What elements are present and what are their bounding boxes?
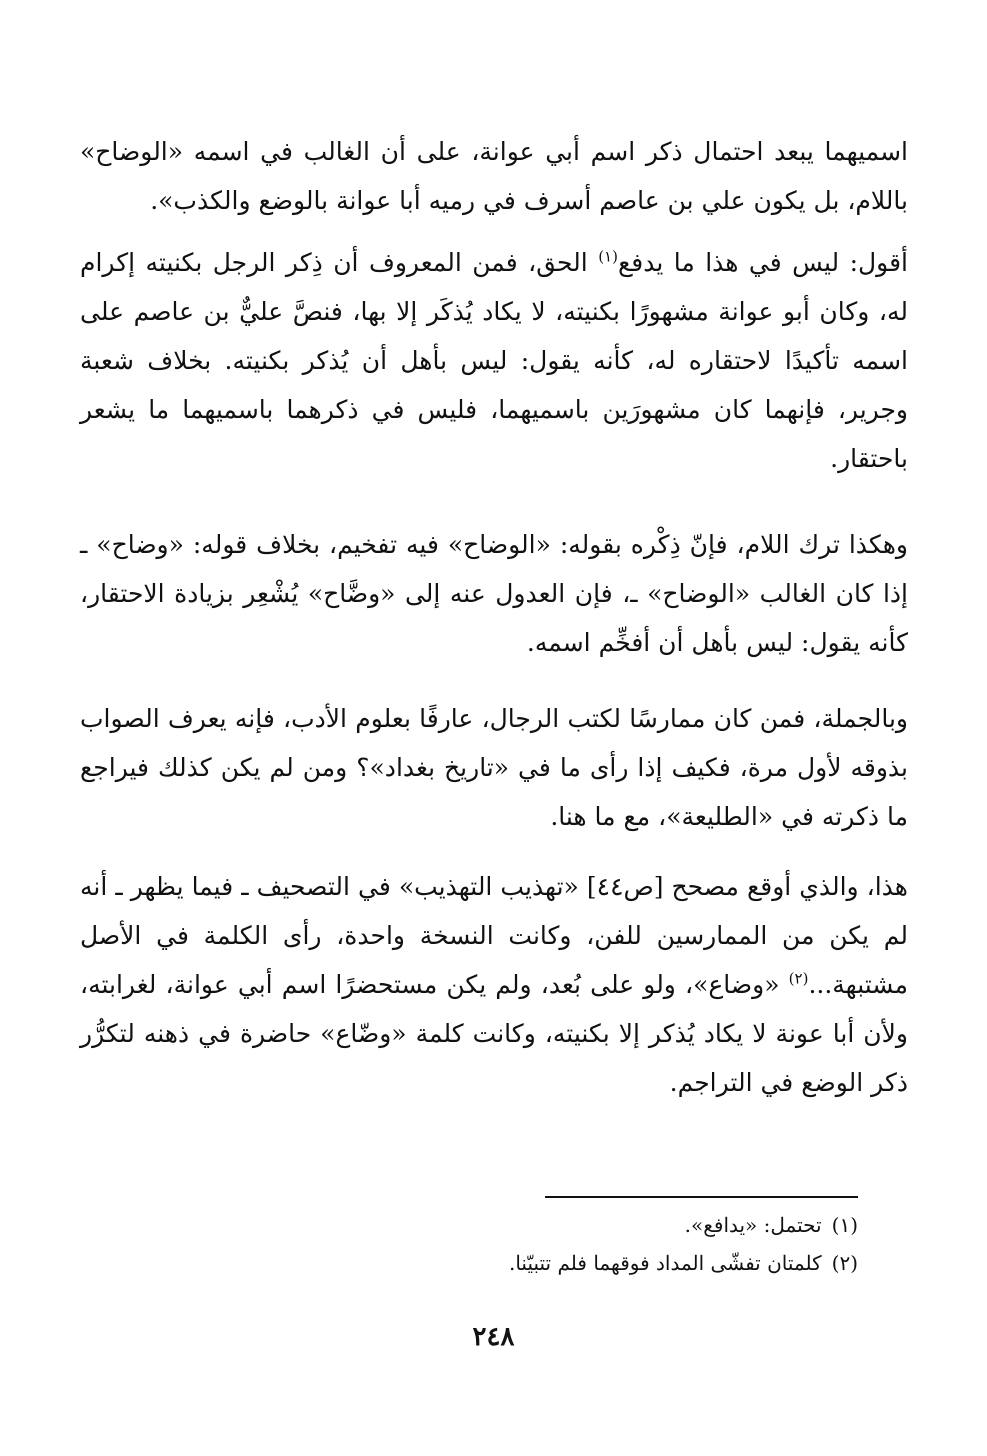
footnote-1-text: تحتمل: «يدافع». [684, 1213, 822, 1237]
paragraph-4-text: وبالجملة، فمن كان ممارسًا لكتب الرجال، عارفًا بعلوم الأدب، فإنه يعرف الصواب بذوقه لأول مرة، فكيف إذا رأى ما في «تاريخ بغداد»؟ ومن لم يكن كذلك فيراجع ما ذكرته في «الطليعة»، مع ما هنا. [80, 704, 908, 831]
footnote-divider [545, 1196, 858, 1198]
footnote-ref-1: (١) [598, 247, 618, 266]
paragraph-5-text-start: هذا، والذي أوقع مصحح [ص٤٤] «تهذيب التهذيب» في التصحيف ـ فيما يظهر ـ أنه لم يكن من الممارسين للفن، وكانت النسخة واحدة، رأى الكلمة في الأصل مشتبهة... [80, 872, 908, 999]
footnote-2-number: (٢) [831, 1251, 858, 1275]
paragraph-1 [80, 127, 908, 225]
paragraph-2-text-start: أقول: ليس في هذا ما يدفع [617, 248, 908, 277]
paragraph-1-text: اسميهما يبعد احتمال ذكر اسم أبي عوانة، على أن الغالب في اسمه «الوضاح» باللام، بل يكون علي بن عاصم أسرف في رميه أبا عوانة بالوضع والكذب». [80, 137, 908, 215]
paragraph-5-text-end: «وضاع»، ولو على بُعد، ولم يكن مستحضرًا اسم أبي عوانة، لغرابته، ولأن أبا عونة لا يكاد يُذكر إلا بكنيته، وكانت كلمة «وضّاع» حاضرة في ذهنه لتكرُّر ذكر الوضع في التراجم. [80, 970, 908, 1097]
footnote-1-number: (١) [831, 1213, 858, 1237]
footnote-2-text: كلمتان تفشّى المداد فوقهما فلم تتبيّنا. [508, 1251, 822, 1275]
footnote-2 [400, 1244, 858, 1282]
footnotes [400, 1206, 858, 1282]
paragraph-4 [80, 694, 908, 841]
paragraph-2 [80, 238, 908, 483]
paragraph-3 [80, 520, 908, 667]
paragraph-5 [80, 862, 908, 1107]
footnote-ref-2: (٢) [788, 969, 809, 988]
page-number: ٢٤٨ [472, 1322, 515, 1352]
footnote-1 [400, 1206, 858, 1244]
paragraph-3-text: وهكذا ترك اللام، فإنّ ذِكْره بقوله: «الوضاح» فيه تفخيم، بخلاف قوله: «وضاح» ـ إذا كان الغالب «الوضاح» ـ، فإن العدول عنه إلى «وضَّاح» يُشْعِر بزيادة الاحتقار، كأنه يقول: ليس بأهل أن أفخِّم اسمه. [80, 530, 908, 657]
paragraph-2-text-end: الحق، فمن المعروف أن ذِكر الرجل بكنيته إكرام له، وكان أبو عوانة مشهورًا بكنيته، لا يكاد يُذكَر إلا بها، فنصَّ عليٌّ بن عاصم على اسمه تأكيدًا لاحتقاره له، كأنه يقول: ليس بأهل أن يُذكر بكنيته. بخلاف شعبة وجرير، فإنهما كان مشهورَين باسميهما، فليس في ذكرهما باسميهما ما يشعر باحتقار. [80, 248, 908, 473]
